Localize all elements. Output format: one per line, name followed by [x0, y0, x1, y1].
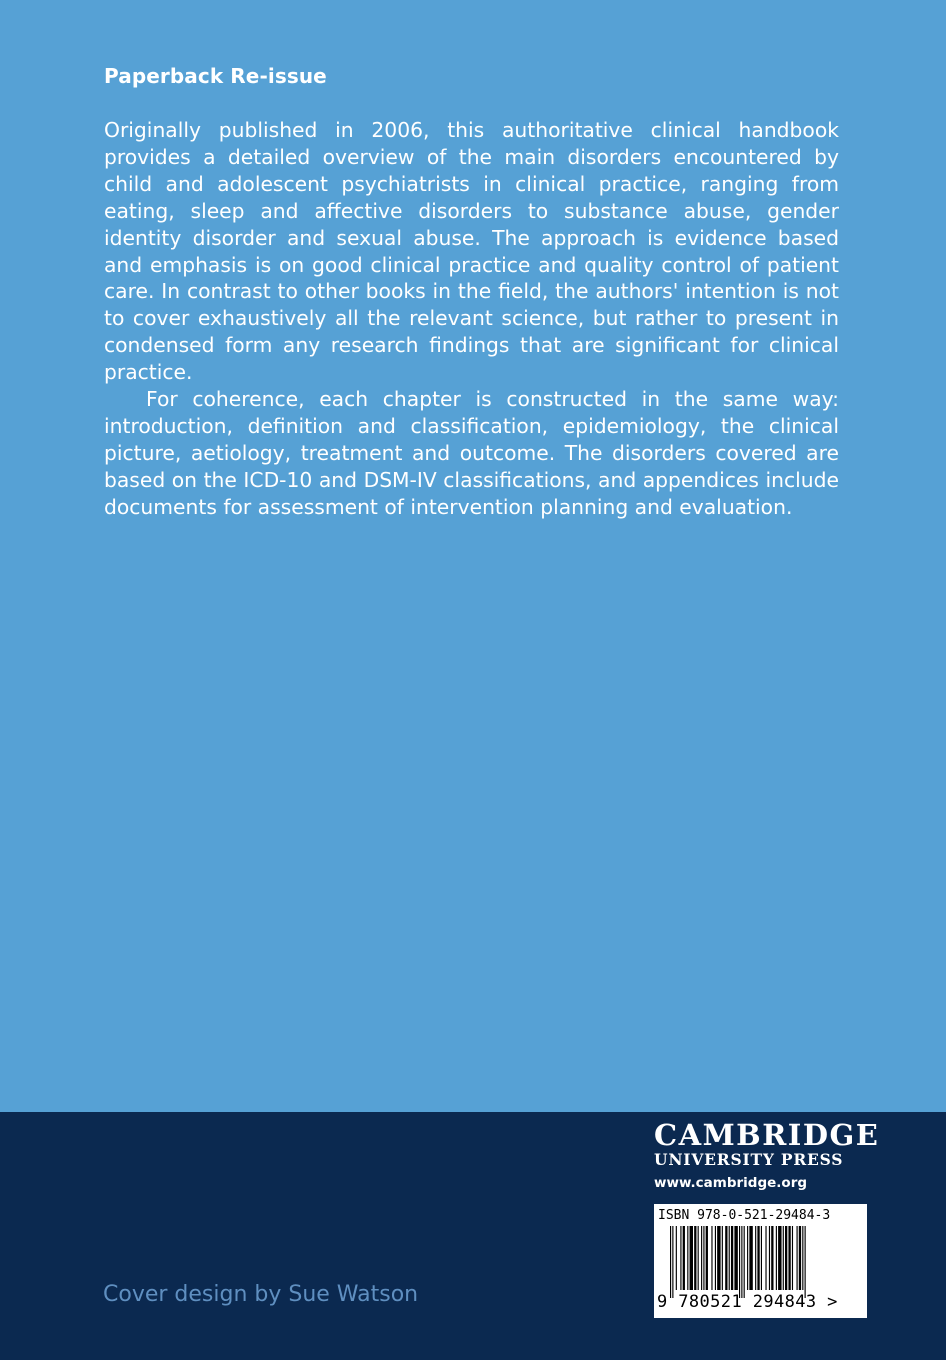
- publisher-url: www.cambridge.org: [654, 1175, 808, 1191]
- barcode-bar: [711, 1226, 712, 1290]
- barcode-bar: [747, 1226, 748, 1290]
- publisher-subname: UNIVERSITY PRESS: [654, 1150, 844, 1169]
- barcode-bar: [799, 1226, 801, 1290]
- barcode-bar: [744, 1226, 745, 1298]
- barcode-bar: [731, 1226, 733, 1290]
- barcode-bar: [670, 1226, 671, 1298]
- barcode-bar: [778, 1226, 781, 1290]
- barcode-bar: [765, 1226, 766, 1290]
- barcode-bar: [680, 1226, 681, 1290]
- isbn-label: ISBN 978-0-521-29484-3: [658, 1208, 831, 1223]
- barcode-bar: [785, 1226, 787, 1290]
- barcode-digits: 9 780521 294843 >: [657, 1292, 838, 1312]
- publisher-logo: [654, 1118, 880, 1191]
- barcode-bar: [769, 1226, 770, 1290]
- barcode-bar: [749, 1226, 752, 1290]
- barcode-bar: [805, 1226, 806, 1298]
- barcode-bar: [739, 1226, 740, 1298]
- barcode-bar: [755, 1226, 756, 1290]
- barcode-bar: [797, 1226, 798, 1290]
- barcode-bar: [701, 1226, 702, 1290]
- barcode-bar: [734, 1226, 737, 1290]
- barcode-bar: [802, 1226, 803, 1290]
- barcode-bar: [690, 1226, 693, 1290]
- cover-credit: Cover design by Sue Watson: [103, 1282, 419, 1307]
- book-description: [104, 117, 839, 521]
- barcode-bar: [722, 1226, 723, 1290]
- barcode-bar: [761, 1226, 762, 1290]
- description-paragraph-2: For coherence, each chapter is constructed in the same way: introduction, definition and classification, epidemiology, the clinical picture, aetiology, treatment and outcome. The disorders covered are based on the ICD-10 and DSM-IV classifications, and appendices include documents for assessment of intervention planning and evaluation.: [104, 387, 839, 519]
- barcode-bar: [729, 1226, 730, 1290]
- barcode-bar: [715, 1226, 716, 1290]
- barcode-bar: [741, 1226, 742, 1298]
- publisher-band: [0, 1112, 946, 1360]
- barcode-bar: [706, 1226, 708, 1290]
- barcode-bar: [788, 1226, 790, 1290]
- barcode-bar: [757, 1226, 759, 1290]
- barcode-bar: [725, 1226, 727, 1290]
- publisher-name: CAMBRIDGE: [654, 1118, 880, 1152]
- barcode-bar: [698, 1226, 699, 1290]
- barcode-bar: [694, 1226, 696, 1290]
- barcode-bar: [672, 1226, 673, 1298]
- barcode-bar: [783, 1226, 784, 1290]
- barcode-bar: [687, 1226, 688, 1290]
- barcode-bar: [792, 1226, 793, 1290]
- description-paragraph-1: Originally published in 2006, this authoritative clinical handbook provides a detailed overview of the main disorders encountered by child and adolescent psychiatrists in clinical practice, ranging from eating, sleep and affective disorders to substance abuse, gender identity disorder and sexual abuse. The approach is evidence based and emphasis is on good clinical practice and quality control of patient care. In contrast to other books in the field, the authors' intention is not to cover exhaustively all the relevant science, but rather to present in condensed form any research findings that are significant for clinical practice.: [104, 118, 839, 385]
- barcode-bar: [717, 1226, 720, 1290]
- barcode-bar: [683, 1226, 685, 1290]
- isbn-barcode: [654, 1204, 867, 1318]
- barcode-bar: [676, 1226, 677, 1290]
- barcode-bar: [703, 1226, 704, 1290]
- barcode-bar: [776, 1226, 777, 1290]
- reissue-heading: Paperback Re-issue: [104, 64, 327, 88]
- barcode-bars: [670, 1226, 856, 1298]
- barcode-bar: [771, 1226, 773, 1290]
